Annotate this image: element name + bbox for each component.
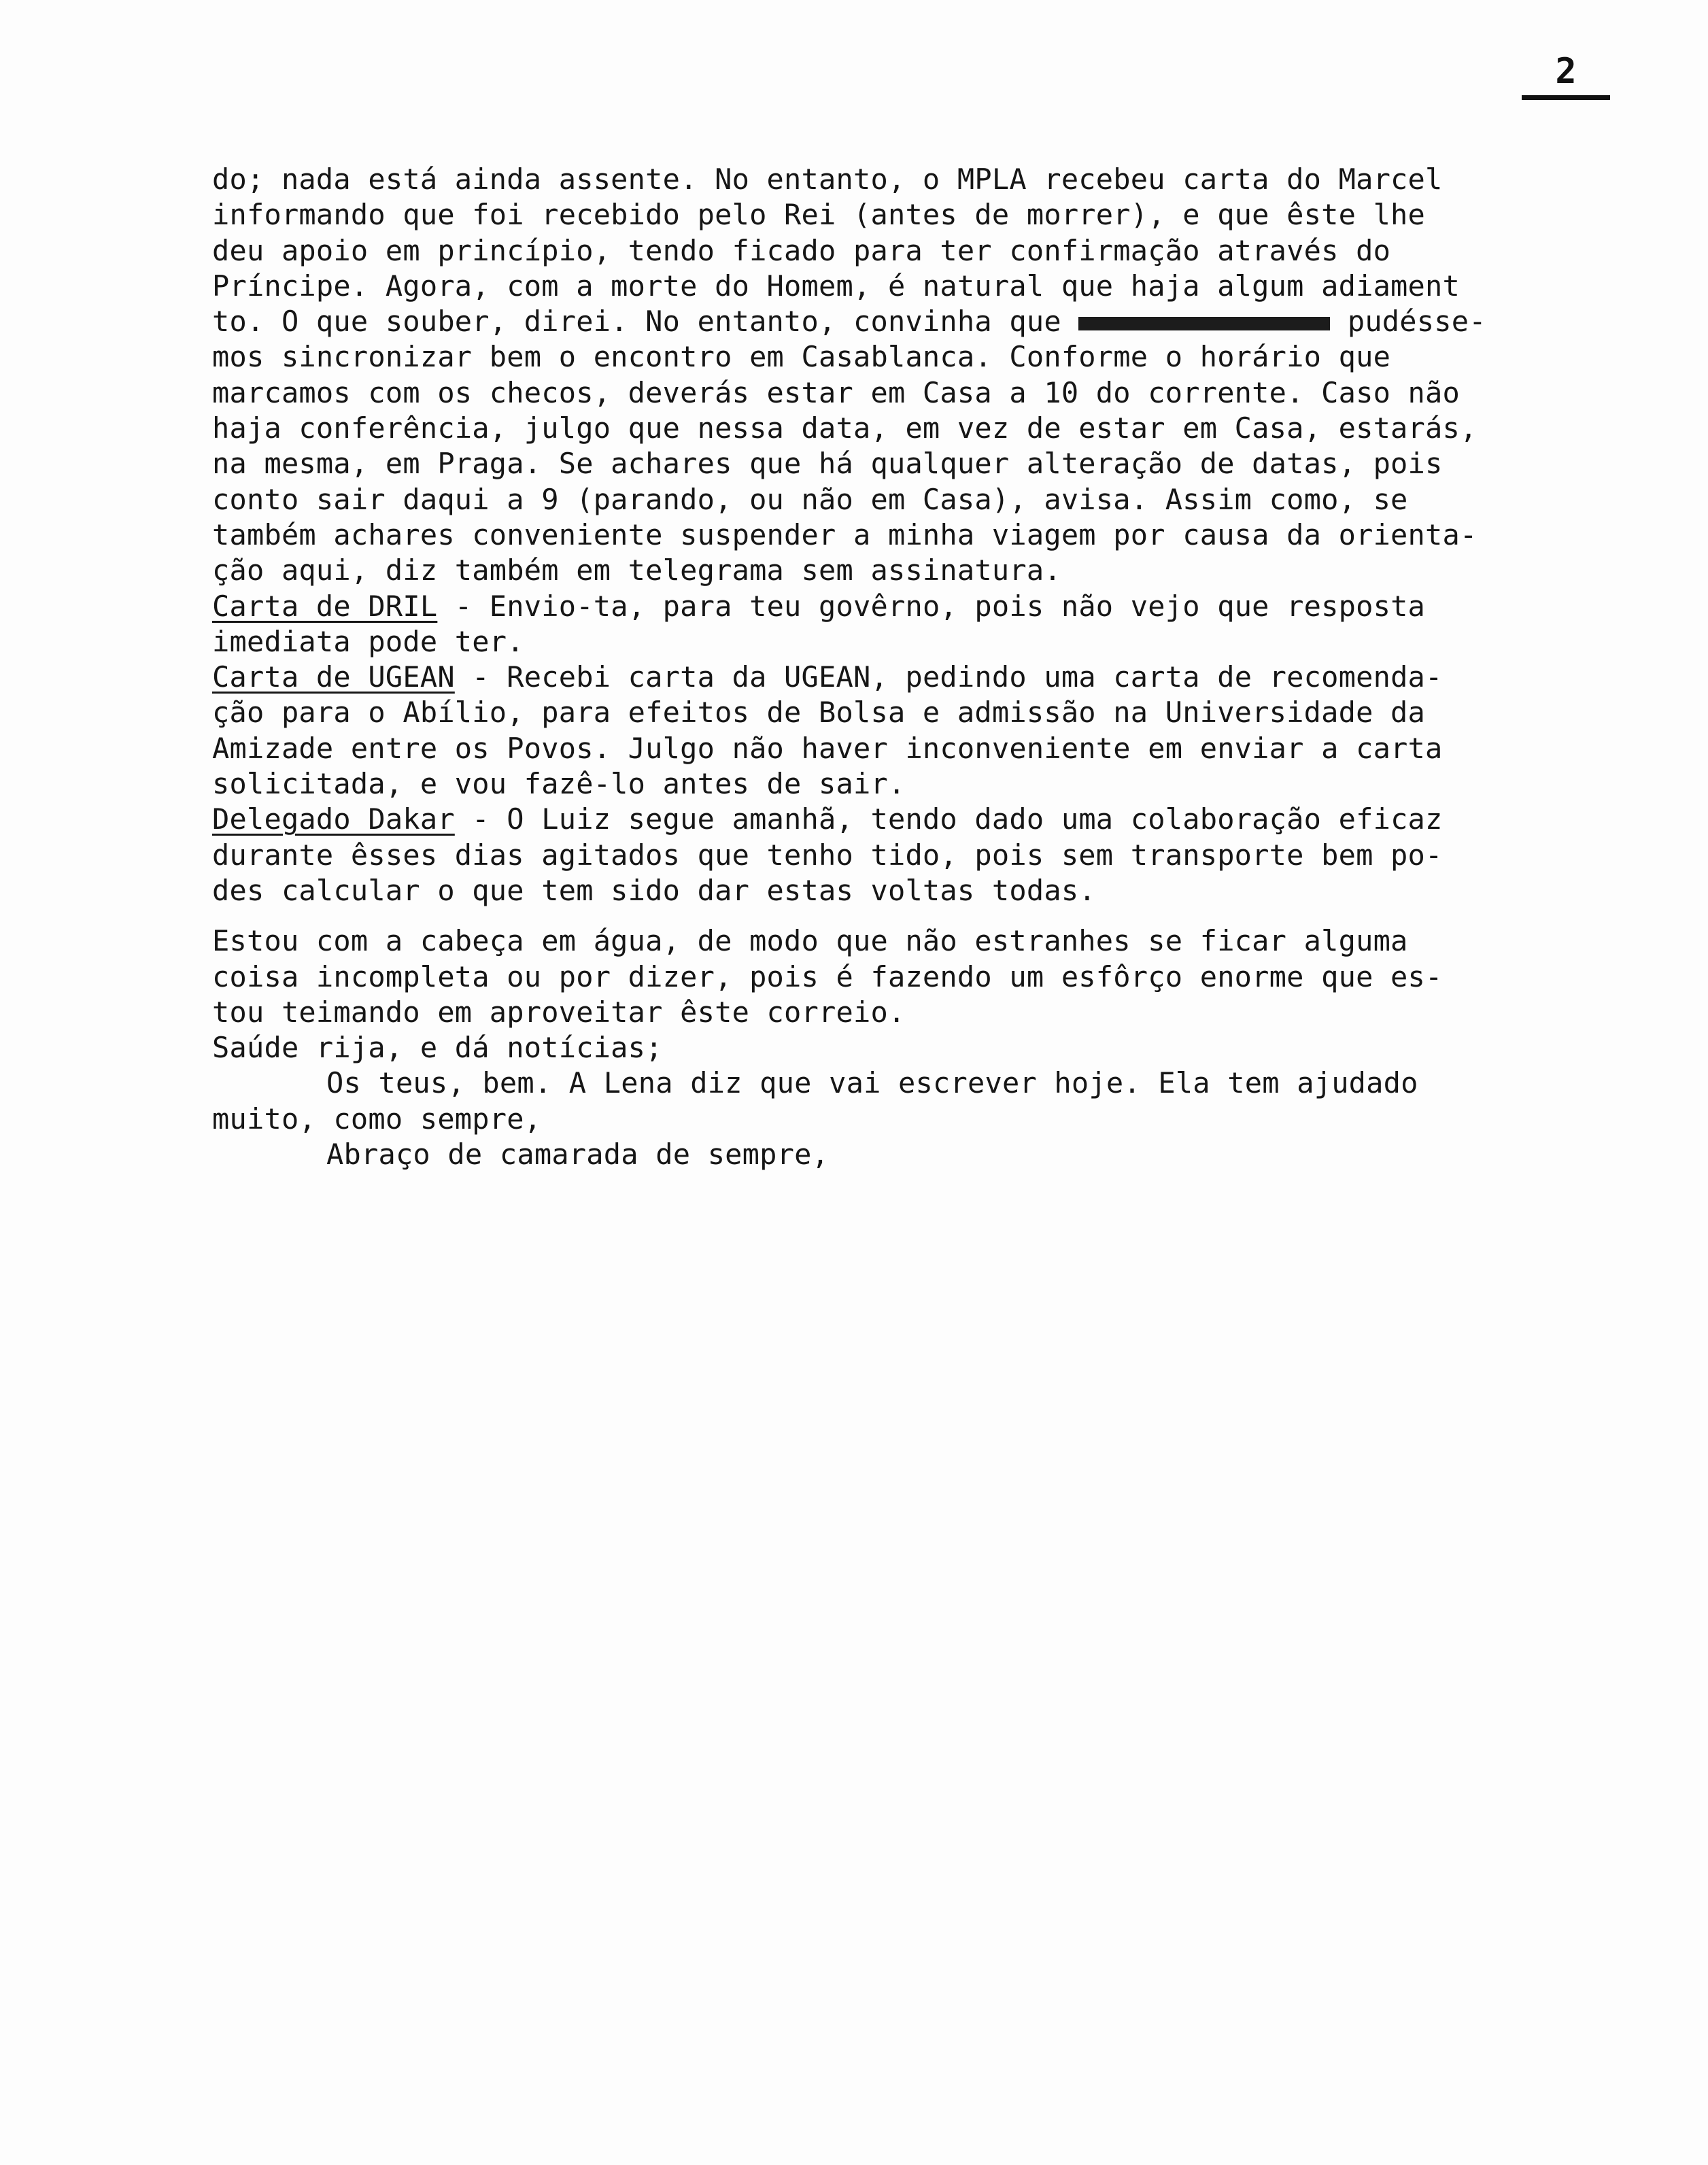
body-line: informando que foi recebido pelo Rei (antes de morrer), e que êste lhe (212, 198, 1426, 232)
closing-line: tou teimando em aproveitar êste correio. (212, 995, 906, 1029)
body-line: haja conferência, julgo que nessa data, em vez de estar em Casa, estarás, (212, 411, 1478, 445)
body-line: imediata pode ter. (212, 624, 524, 658)
body-line: ção para o Abílio, para efeitos de Bolsa e admissão na Universidade da (212, 696, 1426, 730)
section-heading-ugean: Carta de UGEAN (212, 660, 455, 694)
signoff: Abraço de camarada de sempre, (326, 1138, 830, 1172)
paragraph-gap (212, 908, 1674, 923)
body-line-end: pudésse- (1347, 305, 1486, 339)
page-number: 2 (1522, 48, 1610, 100)
body-line: des calcular o que tem sido dar estas voltas todas. (212, 873, 1096, 907)
typed-strikeout (1078, 317, 1330, 330)
body-line: na mesma, em Praga. Se achares que há qualquer alteração de datas, pois (212, 447, 1443, 481)
section-dakar (212, 802, 1674, 837)
closing-line: coisa incompleta ou por dizer, pois é fazendo um esfôrço enorme que es- (212, 959, 1443, 993)
body-line: deu apoio em princípio, tendo ficado para ter confirmação através do (212, 233, 1391, 267)
body-line: marcamos com os checos, deverás estar em Casa a 10 do corrente. Caso não (212, 375, 1461, 409)
section-text: - O Luiz segue amanhã, tendo dado uma colaboração eficaz (454, 802, 1443, 836)
body-line: Príncipe. Agora, com a morte do Homem, é natural que haja algum adiament (212, 269, 1461, 303)
body-line-start: to. O que souber, direi. No entanto, convinha que (212, 305, 1061, 339)
body-line: também achares conveniente suspender a minha viagem por causa da orienta- (212, 517, 1478, 551)
closing-line: Saúde rija, e dá notícias; (212, 1031, 663, 1065)
body-line: do; nada está ainda assente. No entanto, o MPLA recebeu carta do Marcel (212, 163, 1443, 196)
postscript-line: Os teus, bem. A Lena diz que vai escrever hoje. Ela tem ajudado (326, 1066, 1418, 1100)
body-line: mos sincronizar bem o encontro em Casablanca. Conforme o horário que (212, 340, 1391, 374)
section-dril (212, 589, 1674, 624)
letter-body (212, 162, 1674, 1172)
section-ugean (212, 660, 1674, 695)
body-line: conto sair daqui a 9 (parando, ou não em Casa), avisa. Assim como, se (212, 482, 1408, 516)
section-text: - Recebi carta da UGEAN, pedindo uma carta de recomenda- (454, 660, 1443, 694)
section-heading-dakar: Delegado Dakar (212, 802, 455, 836)
body-line-with-strikeout (212, 304, 1674, 339)
body-line: Amizade entre os Povos. Julgo não haver inconveniente em enviar a carta (212, 731, 1443, 765)
section-text: - Envio-ta, para teu govêrno, pois não vejo que resposta (437, 589, 1426, 623)
postscript-line: muito, como sempre, (212, 1102, 542, 1136)
section-heading-dril: Carta de DRIL (212, 589, 438, 623)
body-line: durante êsses dias agitados que tenho tido, pois sem transporte bem po- (212, 838, 1443, 872)
closing-line: Estou com a cabeça em água, de modo que não estranhes se ficar alguma (212, 924, 1408, 958)
body-line: solicitada, e vou fazê-lo antes de sair. (212, 767, 906, 801)
body-line: ção aqui, diz também em telegrama sem assinatura. (212, 553, 1061, 587)
